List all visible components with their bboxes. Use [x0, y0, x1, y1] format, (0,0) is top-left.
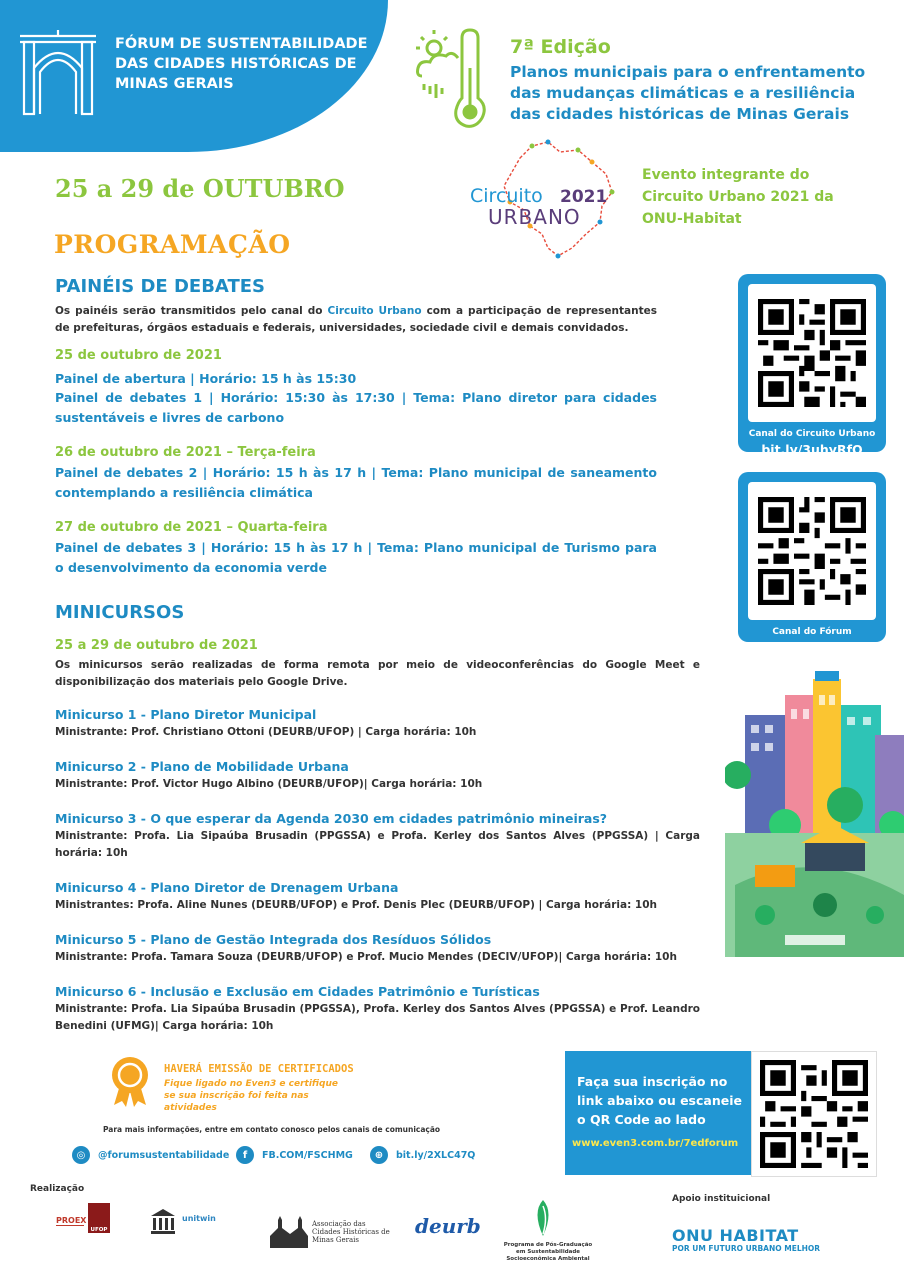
associacao-logo-text: Associação das Cidades Históricas de Minas Gerais — [312, 1220, 390, 1244]
forum-title: FÓRUM DE SUSTENTABILIDADE DAS CIDADES HISTÓRICAS DE MINAS GERAIS — [115, 36, 368, 92]
circuito-urbano-link[interactable]: Circuito Urbano — [327, 305, 422, 317]
unitwin-logo: unitwin — [182, 1214, 216, 1223]
minicurso-title: Minicurso 5 - Plano de Gestão Integrada dos Resíduos Sólidos — [55, 932, 492, 947]
qr-caption: Canal do Circuito Urbano — [748, 429, 876, 439]
globe-icon: ⊕ — [370, 1146, 388, 1164]
panel-debate-3: Painel de debates 3 | Horário: 15 h às 17 h | Tema: Plano municipal de Turismo para o desenvolvimento da economia verde — [55, 540, 657, 575]
minicurso-title: Minicurso 1 - Plano Diretor Municipal — [55, 707, 317, 722]
day-heading-1: 25 de outubro de 2021 — [55, 348, 222, 363]
minicursos-heading: MINICURSOS — [55, 602, 185, 623]
circuito-year: 2021 — [560, 187, 608, 207]
minicurso-ministrante: Ministrante: Profa. Tamara Souza (DEURB/UFOP) e Prof. Mucio Mendes (DECIV/UFOP)| Carga horária: 10h — [55, 951, 677, 963]
day-heading-3: 27 de outubro de 2021 – Quarta-feira — [55, 520, 328, 535]
urbano-word: URBANO — [488, 205, 581, 229]
qr-code-icon — [760, 1060, 868, 1168]
minicurso-item — [55, 758, 700, 793]
info-text: Para mais informações, entre em contato conosco pelos canais de comunicação — [103, 1125, 441, 1134]
minicursos-date: 25 a 29 de outubro de 2021 — [55, 638, 258, 653]
instagram-link[interactable] — [72, 1146, 229, 1164]
qr-code-icon — [758, 495, 866, 607]
realizacao-label: Realização — [30, 1184, 85, 1194]
certificados-text: Fique ligado no Even3 e certifique se sua inscrição foi feita nas atividades — [164, 1079, 338, 1113]
minicurso-ministrante: Ministrante: Profa. Lia Sipaúba Brusadin (PPGSSA) e Profa. Kerley dos Santos Alves (PPGSSA) | Carga horária: 10h — [55, 830, 700, 859]
inscricao-url[interactable]: www.even3.com.br/7edforum — [572, 1138, 739, 1149]
qr-link[interactable]: bit.ly/35CH5UG — [758, 640, 866, 655]
qr-link[interactable]: bit.ly/3uhyRfQ — [761, 442, 863, 457]
programacao-heading: PROGRAMAÇÃO — [54, 230, 291, 259]
web-link[interactable] — [370, 1146, 475, 1164]
qr-code-forum[interactable] — [748, 482, 876, 620]
minicurso-title: Minicurso 3 - O que esperar da Agenda 2030 em cidades patrimônio mineiras? — [55, 811, 608, 826]
minicurso-title: Minicurso 6 - Inclusão e Exclusão em Cidades Patrimônio e Turísticas — [55, 984, 540, 999]
edition-title: Planos municipais para o enfrentamento das mudanças climáticas e a resiliência das cidades históricas de Minas Gerais — [510, 63, 866, 123]
inscricao-text: Faça sua inscrição no link abaixo ou escaneie o QR Code ao lado — [577, 1074, 742, 1127]
minicurso-item — [55, 931, 700, 966]
thermometer-cloud-icon — [416, 28, 496, 130]
edition-label: 7ª Edição — [510, 36, 611, 58]
ufop-text: UFOP — [90, 1227, 108, 1233]
qr-caption: Canal do Fórum — [772, 627, 852, 637]
minicurso-ministrante: Ministrante: Prof. Victor Hugo Albino (DEURB/UFOP)| Carga horária: 10h — [55, 778, 483, 790]
paineis-desc-post: com a participação de representantes de prefeituras, órgãos estaduais e federais, universidades, sociedade civil e demais convidados. — [55, 305, 657, 334]
day-heading-2: 26 de outubro de 2021 – Terça-feira — [55, 445, 316, 460]
minicurso-item — [55, 983, 700, 1035]
circuito-urbano-logo — [468, 138, 618, 260]
minicurso-title: Minicurso 2 - Plano de Mobilidade Urbana — [55, 759, 349, 774]
qr-code-icon — [758, 297, 866, 409]
minicurso-ministrante: Ministrante: Profa. Lia Sipaúba Brusadin (PPGSSA), Profa. Kerley dos Santos Alves (PPGSSA) e Prof. Leandro Benedini (UFMG)| Carga horária: 10h — [55, 1003, 700, 1032]
deurb-logo: deurb — [415, 1214, 481, 1238]
minicurso-item — [55, 810, 700, 862]
minicurso-item — [55, 706, 700, 741]
panel-debate-2: Painel de debates 2 | Horário: 15 h às 17 h | Tema: Plano municipal de saneamento contemplando a resiliência climática — [55, 465, 657, 500]
minicurso-item — [55, 879, 700, 914]
facebook-handle: FB.COM/FSCHMG — [262, 1149, 353, 1161]
qr-card-circuito[interactable] — [738, 274, 886, 457]
panel-opening: Painel de abertura | Horário: 15 h às 15:30 — [55, 371, 357, 386]
leaf-logo-icon — [530, 1198, 556, 1238]
paineis-desc-pre: Os painéis serão transmitidos pelo canal do — [55, 305, 328, 317]
inscricao-qr-code[interactable] — [751, 1051, 877, 1177]
certificados-title: HAVERÁ EMISSÃO DE CERTIFICADOS — [164, 1063, 354, 1075]
proex-logo — [56, 1216, 86, 1236]
arch-logo-icon — [16, 28, 100, 120]
church-icon — [268, 1214, 310, 1250]
unesco-logo-icon — [148, 1206, 178, 1236]
instagram-icon: ◎ — [72, 1146, 90, 1164]
facebook-link[interactable] — [236, 1146, 353, 1164]
ppg-logo-text: Programa de Pós-Graduação em Sustentabilidade Socioeconômica Ambiental — [503, 1242, 593, 1262]
onu-habitat-tagline: POR UM FUTURO URBANO MELHOR — [672, 1244, 821, 1253]
apoio-label: Apoio instituicional — [672, 1194, 771, 1204]
qr-card-forum[interactable] — [738, 472, 886, 655]
minicursos-description: Os minicursos serão realizadas de forma remota por meio de videoconferências do Google Meet e disponibilização dos materiais pelo Google Drive. — [55, 659, 700, 688]
onu-habitat-name: ONU HABITAT — [672, 1226, 799, 1245]
minicurso-ministrante: Ministrantes: Profa. Aline Nunes (DEURB/UFOP) e Prof. Denis Plec (DEURB/UFOP) | Carga horária: 10h — [55, 899, 658, 911]
instagram-handle: @forumsustentabilidade — [98, 1149, 230, 1161]
event-date-range: 25 a 29 de OUTUBRO — [55, 174, 345, 203]
qr-code-circuito[interactable] — [748, 284, 876, 422]
proex-text: PROEX — [56, 1216, 87, 1225]
minicurso-title: Minicurso 4 - Plano Diretor de Drenagem Urbana — [55, 880, 399, 895]
circuito-word: Circuito — [470, 185, 543, 207]
city-illustration — [725, 665, 904, 957]
circuito-description: Evento integrante do Circuito Urbano 2021 da ONU-Habitat — [642, 167, 834, 227]
facebook-icon: f — [236, 1146, 254, 1164]
medal-icon — [108, 1055, 152, 1107]
ufop-logo — [88, 1203, 110, 1233]
panel-debate-1: Painel de debates 1 | Horário: 15:30 às 17:30 | Tema: Plano diretor para cidades sustentáveis e livres de carbono — [55, 390, 657, 425]
paineis-description — [55, 303, 657, 337]
minicurso-ministrante: Ministrante: Prof. Christiano Ottoni (DEURB/UFOP) | Carga horária: 10h — [55, 726, 477, 738]
paineis-heading: PAINÉIS DE DEBATES — [55, 276, 265, 297]
web-url: bit.ly/2XLC47Q — [396, 1149, 476, 1161]
